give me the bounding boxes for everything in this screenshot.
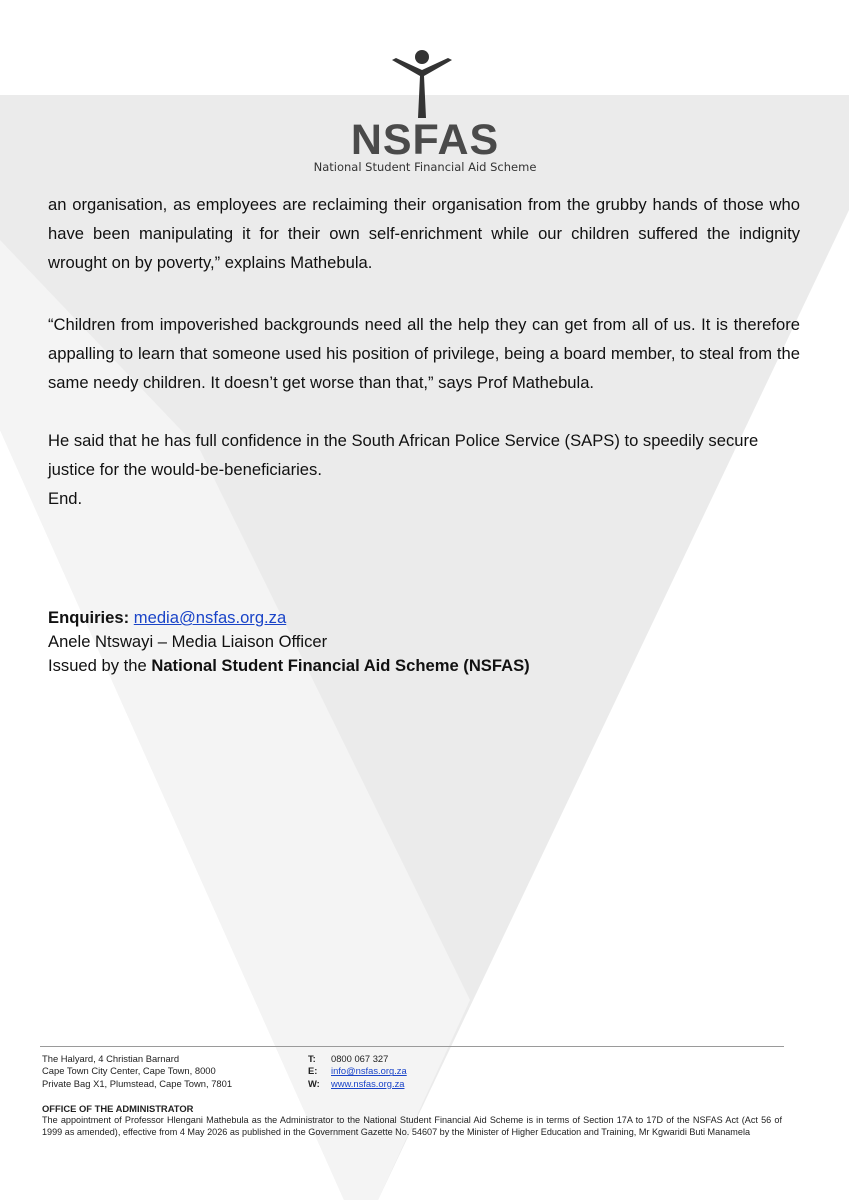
paragraph-3-block (48, 426, 800, 513)
office-text: The appointment of Professor Hlengani Mathebula as the Administrator to the National Student Financial Aid Scheme is in terms of Section 17A to 17D of the NSFAS Act (Act 56 of 1999 as amended), effective from 4 May 2026 as published in the Government Gazette No. 54607 by the Minister of Higher Education and Training, Mr Kgwaridi Buti Manamela (42, 1115, 782, 1137)
contact-email (308, 1065, 608, 1077)
nsfas-logo (300, 48, 550, 180)
paragraph-3: He said that he has full confidence in the South African Police Service (SAPS) to speedily secure justice for the would-be-beneficiaries. (48, 431, 759, 479)
office-heading: OFFICE OF THE ADMINISTRATOR (42, 1103, 194, 1114)
end-marker: End. (48, 489, 83, 508)
logo-wordmark: NSFAS (350, 116, 500, 164)
issued-by-line (48, 654, 808, 678)
footer-email-link[interactable]: info@nsfas.org.za (331, 1065, 407, 1077)
contact-person: Anele Ntswayi – Media Liaison Officer (48, 632, 328, 651)
issuer-name: National Student Financial Aid Scheme (NSFAS) (151, 656, 530, 675)
enquiries-label: Enquiries: (48, 608, 130, 627)
contact-web (308, 1078, 608, 1090)
footer-website-link[interactable]: www.nsfas.org.za (331, 1077, 405, 1089)
footer-divider (40, 1046, 784, 1047)
paragraph-1: an organisation, as employees are reclaiming their organisation from the grubby hands of those who have been manipulating it for their own self-enrichment while our children suffered the indignity wrought on by poverty,” explains Mathebula. (48, 195, 800, 272)
person-figure-icon (390, 48, 454, 120)
address-line: Cape Town City Center, Cape Town, 8000 (42, 1065, 216, 1077)
footer-contacts (308, 1053, 608, 1090)
paragraph-2: “Children from impoverished backgrounds need all the help they can get from all of us. It is therefore appalling to learn that someone used his position of privilege, being a board member, to steal from the same needy children. It doesn’t get worse than that,” says Prof Mathebula. (48, 315, 800, 392)
issued-prefix: Issued by the (48, 656, 147, 675)
enquiries-email-link[interactable]: media@nsfas.org.za (133, 608, 287, 627)
enquiries-block (48, 606, 808, 678)
contact-phone (308, 1053, 608, 1065)
contact-key: E: (308, 1065, 318, 1077)
footer-address (42, 1053, 302, 1090)
contact-key: W: (308, 1077, 320, 1089)
enquiries-line (48, 606, 808, 630)
logo-tagline: National Student Financial Aid Scheme (313, 160, 537, 174)
address-line: The Halyard, 4 Christian Barnard (42, 1053, 180, 1064)
address-line: Private Bag X1, Plumstead, Cape Town, 7801 (42, 1077, 233, 1089)
contact-key: T: (308, 1053, 316, 1064)
office-notice (42, 1103, 782, 1139)
phone-number: 0800 067 327 (331, 1053, 389, 1064)
